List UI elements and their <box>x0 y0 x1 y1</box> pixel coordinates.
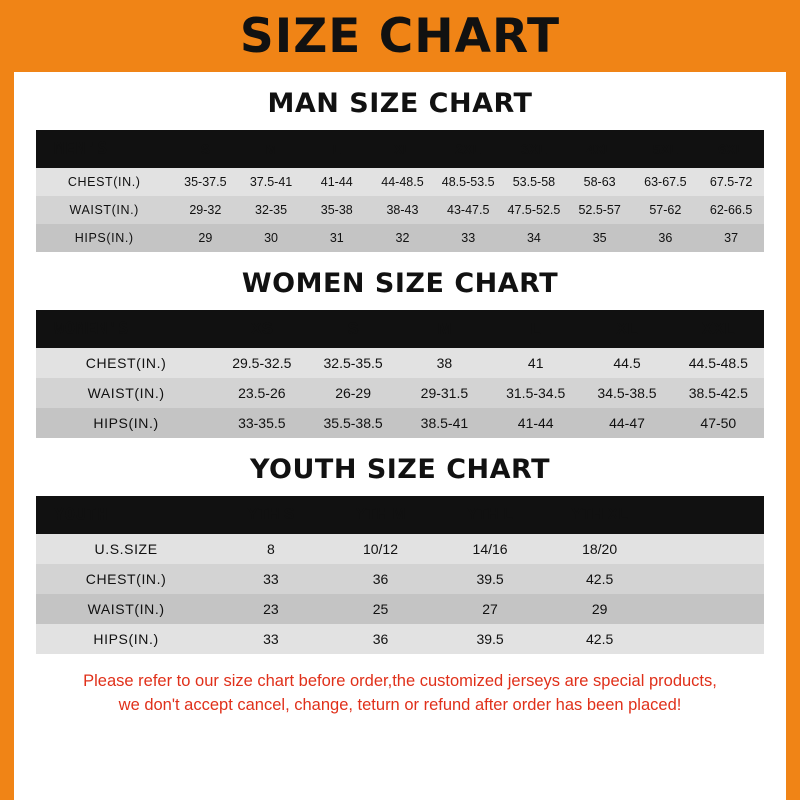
women-header-s: S <box>347 319 359 338</box>
youth-row0-c5 <box>654 534 764 564</box>
table-row <box>36 624 764 654</box>
youth-row1-c4: 42.5 <box>586 571 614 587</box>
women-row0-c4: 41 <box>527 355 544 371</box>
disclaimer-note <box>36 670 764 718</box>
table-header-row <box>36 496 764 534</box>
youth-header-s: YTH S <box>247 506 295 523</box>
men-row1-c6: 47.5-52.5 <box>507 203 561 217</box>
men-row2-c3: 31 <box>329 231 344 245</box>
table-row <box>36 534 764 564</box>
women-row0-c3: 38 <box>436 355 453 371</box>
men-row1-c5: 43-47.5 <box>447 203 490 217</box>
table-row <box>36 168 764 196</box>
men-row1-c1: 29-32 <box>189 203 222 217</box>
youth-row2-c2: 25 <box>372 601 389 617</box>
table-row <box>36 348 764 378</box>
men-row2-c1: 29 <box>198 231 213 245</box>
youth-row3-c5 <box>654 624 764 654</box>
men-header-xl: XL <box>393 141 412 157</box>
women-row0-c1: 29.5-32.5 <box>232 355 292 371</box>
men-header-2xl: 2XL <box>455 141 482 157</box>
women-row2-c1: 33-35.5 <box>238 415 286 431</box>
youth-row0-label: U.S.SIZE <box>94 541 158 557</box>
men-row2-c2: 30 <box>264 231 278 245</box>
table-row <box>36 564 764 594</box>
women-header-label: WOMEN'S <box>54 319 130 339</box>
men-row2-c8: 36 <box>658 231 673 245</box>
banner <box>14 0 786 72</box>
women-row1-c1: 23.5-26 <box>238 385 286 401</box>
youth-header-label: YOUTH <box>54 505 108 525</box>
youth-row1-c2: 36 <box>372 571 389 587</box>
table-row <box>36 196 764 224</box>
men-row0-label: CHEST(IN.) <box>67 175 141 189</box>
youth-size-table <box>36 496 764 654</box>
men-table-head <box>36 130 764 168</box>
youth-row2-c5 <box>654 594 764 624</box>
youth-row3-c2: 36 <box>372 631 389 647</box>
men-row0-c9: 67.5-72 <box>709 175 753 189</box>
men-header-label: MEN'S <box>54 139 108 159</box>
women-row2-c3: 38.5-41 <box>420 415 469 431</box>
men-row1-c2: 32-35 <box>255 203 288 217</box>
youth-row3-c1: 33 <box>263 631 279 647</box>
youth-table-body <box>36 534 764 654</box>
men-table-body <box>36 168 764 252</box>
youth-row1-c1: 33 <box>263 571 279 587</box>
table-header-row <box>36 130 764 168</box>
table-row <box>36 594 764 624</box>
table-row <box>36 378 764 408</box>
men-row0-c3: 41-44 <box>320 175 353 189</box>
women-row0-label: CHEST(IN.) <box>85 355 167 371</box>
youth-row2-c1: 23 <box>263 601 279 617</box>
men-size-table <box>36 130 764 252</box>
women-row2-c2: 35.5-38.5 <box>323 415 383 431</box>
men-row1-label: WAIST(IN.) <box>69 203 139 217</box>
youth-row0-c2: 10/12 <box>362 541 399 557</box>
youth-section-title: YOUTH SIZE CHART <box>249 454 551 485</box>
youth-header-xl: YTH XL <box>571 506 629 523</box>
women-row1-c5: 34.5-38.5 <box>597 385 657 401</box>
men-header-5xl: 5XL <box>652 141 679 157</box>
men-header-s: S <box>200 141 210 157</box>
youth-header-l: YTH L <box>466 506 514 523</box>
youth-row1-c5 <box>654 564 764 594</box>
youth-row1-c3: 39.5 <box>476 571 504 587</box>
men-row1-c8: 57-62 <box>649 203 682 217</box>
men-row2-c4: 32 <box>395 231 410 245</box>
youth-row0-c4: 18/20 <box>582 541 618 557</box>
women-header-m: M <box>437 319 452 338</box>
women-row0-c5: 44.5 <box>613 355 641 371</box>
women-header-xxl: XXL <box>701 319 735 338</box>
youth-row3-label: HIPS(IN.) <box>93 631 159 647</box>
men-header-4xl: 4XL <box>586 141 613 157</box>
women-row1-c2: 26-29 <box>335 385 371 401</box>
youth-row0-c3: 14/16 <box>472 541 508 557</box>
men-row1-c7: 52.5-57 <box>578 203 621 217</box>
women-row2-c6: 47-50 <box>700 415 737 431</box>
men-row1-c3: 35-38 <box>320 203 353 217</box>
men-header-m: M <box>265 141 277 157</box>
table-row <box>36 224 764 252</box>
table-header-row <box>36 310 764 348</box>
women-table-body <box>36 348 764 438</box>
women-header-l: L <box>530 319 541 338</box>
content <box>14 88 786 718</box>
youth-row2-label: WAIST(IN.) <box>87 601 165 617</box>
men-row0-c1: 35-37.5 <box>184 175 227 189</box>
youth-table-head <box>36 496 764 534</box>
women-row2-c5: 44-47 <box>609 415 645 431</box>
women-size-table <box>36 310 764 438</box>
youth-row2-c3: 27 <box>482 601 498 617</box>
men-section-title: MAN SIZE CHART <box>267 88 533 119</box>
men-header-6xl: 6XL <box>718 141 744 157</box>
youth-header-empty <box>654 496 764 534</box>
page-title: SIZE CHART <box>239 8 561 64</box>
women-row2-c4: 41-44 <box>517 415 554 431</box>
men-row0-c8: 63-67.5 <box>644 175 687 189</box>
men-row2-c6: 34 <box>526 231 541 245</box>
women-table-head <box>36 310 764 348</box>
men-row1-c9: 62-66.5 <box>709 203 753 217</box>
men-row2-c7: 35 <box>592 231 607 245</box>
disclaimer-line-1: Please refer to our size chart before order,the customized jerseys are special products, <box>83 672 717 690</box>
youth-row3-c3: 39.5 <box>476 631 504 647</box>
women-row0-c6: 44.5-48.5 <box>688 355 748 371</box>
women-row1-label: WAIST(IN.) <box>87 385 165 401</box>
men-row2-c5: 33 <box>461 231 476 245</box>
men-row2-label: HIPS(IN.) <box>74 231 134 245</box>
men-row0-c7: 58-63 <box>583 175 616 189</box>
women-header-xl: XL <box>616 319 638 338</box>
women-row2-label: HIPS(IN.) <box>93 415 159 431</box>
men-row0-c4: 44-48.5 <box>381 175 424 189</box>
youth-row0-c1: 8 <box>267 541 275 557</box>
women-section-title: WOMEN SIZE CHART <box>241 268 559 299</box>
men-header-l: L <box>332 141 342 157</box>
men-row0-c2: 37.5-41 <box>249 175 293 189</box>
youth-header-m: YTH M <box>355 506 406 523</box>
men-header-3xl: 3XL <box>521 141 547 157</box>
men-row0-c5: 48.5-53.5 <box>441 175 495 189</box>
men-row0-c6: 53.5-58 <box>512 175 556 189</box>
men-row2-c9: 37 <box>724 231 739 245</box>
men-row1-c4: 38-43 <box>386 203 419 217</box>
women-header-xs: XS <box>250 319 274 338</box>
youth-row1-label: CHEST(IN.) <box>85 571 167 587</box>
women-row1-c4: 31.5-34.5 <box>506 385 566 401</box>
women-row1-c3: 29-31.5 <box>420 385 469 401</box>
youth-row3-c4: 42.5 <box>586 631 614 647</box>
table-row <box>36 408 764 438</box>
disclaimer-line-2: we don't accept cancel, change, teturn or refund after order has been placed! <box>118 695 682 714</box>
youth-row2-c4: 29 <box>591 601 608 617</box>
women-row0-c2: 32.5-35.5 <box>323 355 383 371</box>
women-row1-c6: 38.5-42.5 <box>688 385 748 401</box>
